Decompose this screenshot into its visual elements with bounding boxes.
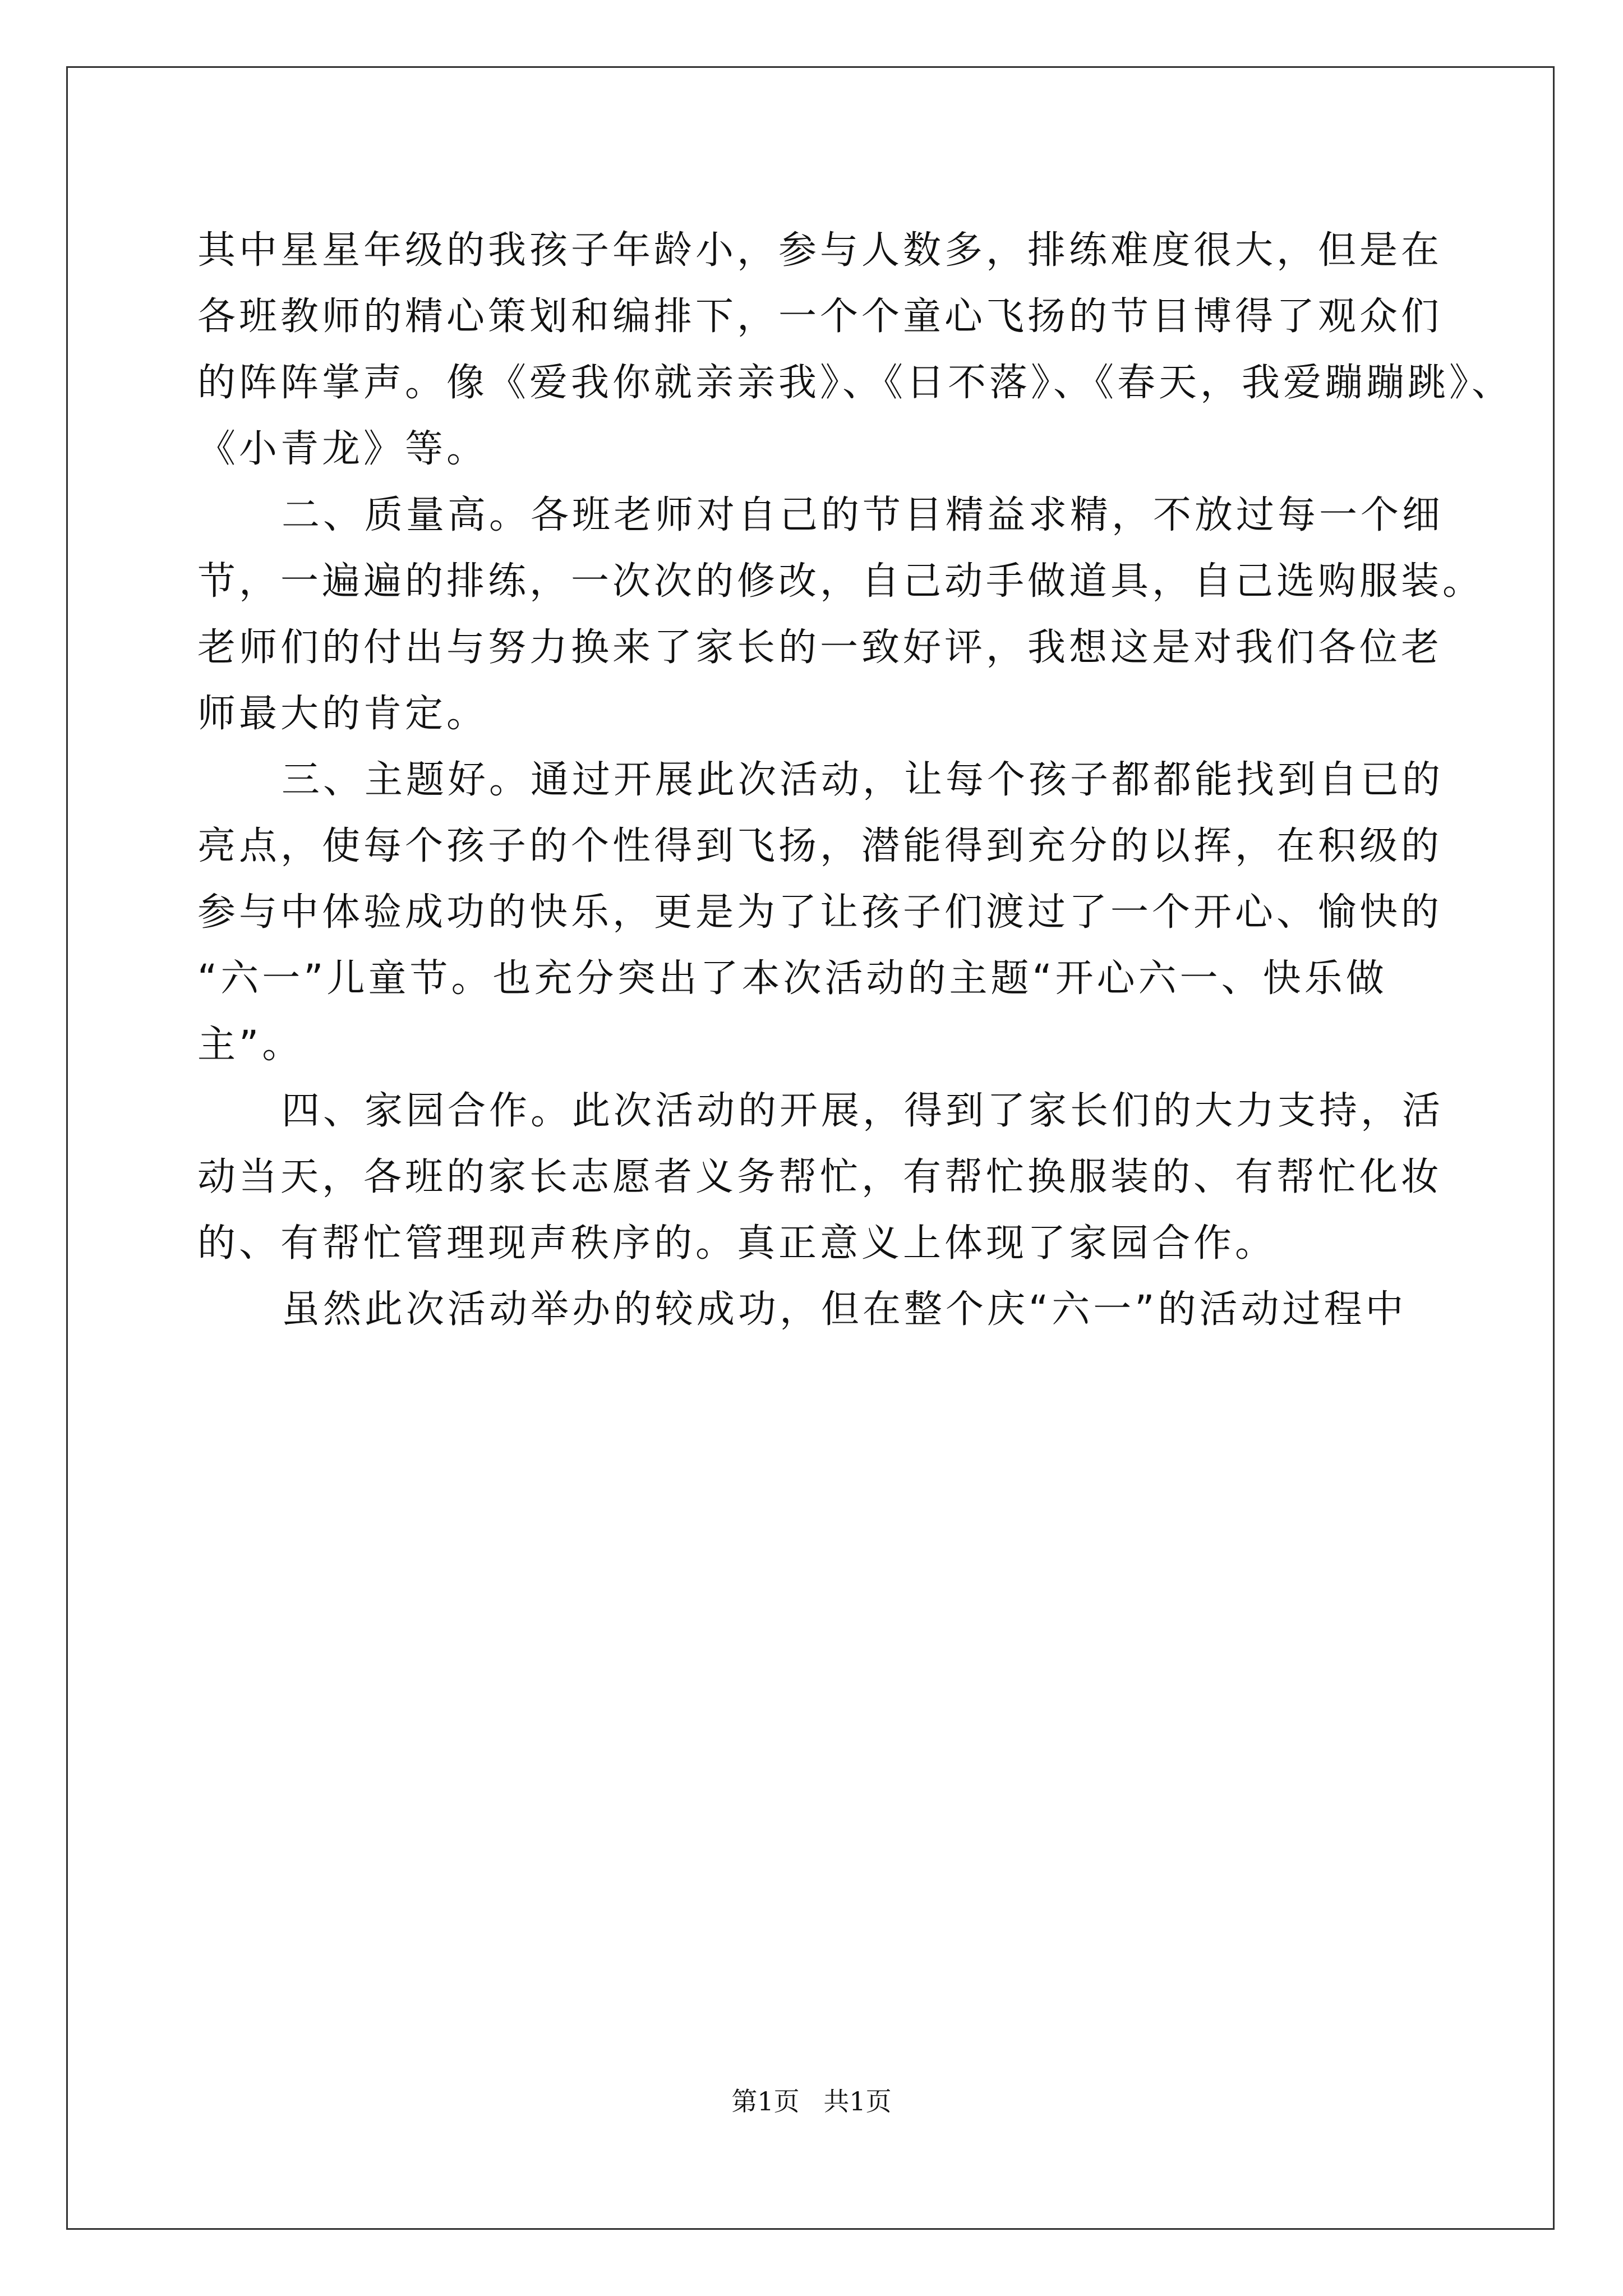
- text-line: 亮点，使每个孩子的个性得到飞扬，潜能得到充分的以挥，在积级的: [197, 824, 1443, 868]
- paragraph: [197, 482, 1484, 747]
- page-total: 共1页: [823, 2086, 892, 2116]
- text-line: 四、家园合作。此次活动的开展，得到了家长们的大力支持，活: [282, 1089, 1444, 1133]
- text-line: 动当天，各班的家长志愿者义务帮忙，有帮忙换服装的、有帮忙化妆: [197, 1155, 1443, 1199]
- text-line: 节，一遍遍的排练，一次次的修改，自己动手做道具，自己选购服装。: [197, 559, 1484, 604]
- paragraph: [197, 218, 1514, 482]
- text-line: 主”。: [197, 1023, 304, 1067]
- text-line: 师最大的肯定。: [197, 692, 488, 736]
- text-line: 三、主题好。通过开展此次活动，让每个孩子都都能找到自已的: [282, 758, 1444, 802]
- page-footer: [0, 2081, 1623, 2118]
- text-line: 的阵阵掌声。像《爱我你就亲亲我》、《日不落》、《春天，我爱蹦蹦跳》、: [197, 361, 1514, 405]
- text-line: 各班教师的精心策划和编排下，一个个童心飞扬的节目博得了观众们: [197, 295, 1443, 339]
- text-line: 参与中体验成功的快乐，更是为了让孩子们渡过了一个开心、愉快的: [197, 890, 1443, 935]
- paragraph: [197, 1277, 1431, 1343]
- text-line: “六一”儿童节。也充分突出了本次活动的主题“开心六一、快乐做: [197, 956, 1387, 1001]
- page-number: 第1页: [731, 2086, 800, 2116]
- text-line: 二、质量高。各班老师对自己的节目精益求精，不放过每一个细: [282, 493, 1444, 537]
- paragraph: [197, 747, 1444, 1078]
- text-line: 的、有帮忙管理现声秩序的。真正意义上体现了家园合作。: [197, 1221, 1277, 1266]
- paragraph: [197, 1078, 1444, 1277]
- text-line: 老师们的付出与努力换来了家长的一致好评，我想这是对我们各位老: [197, 625, 1443, 670]
- text-line: 其中星星年级的我孩子年龄小，参与人数多，排练难度很大，但是在: [197, 228, 1443, 273]
- document-body: [197, 218, 1514, 1343]
- text-line: 《小青龙》等。: [197, 427, 488, 471]
- text-line: 虽然此次活动举办的较成功，但在整个庆“六一”的活动过程中: [282, 1287, 1407, 1332]
